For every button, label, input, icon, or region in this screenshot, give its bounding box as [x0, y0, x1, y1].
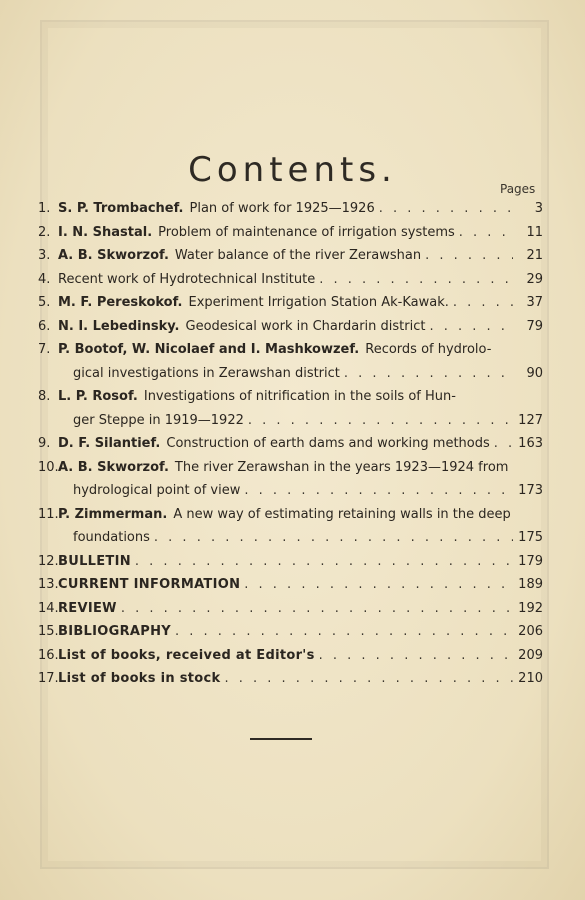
entry-page-number: 79 [526, 318, 543, 334]
entry-page-number: 175 [518, 530, 543, 545]
entry-body [58, 550, 517, 574]
divider-rule [250, 738, 312, 740]
entry-section-title: List of books, received at Editor's [58, 647, 315, 663]
entry-number: 14. [38, 600, 59, 616]
entry-title: Water balance of the river Zerawshan [174, 248, 422, 263]
toc-entry-line [38, 456, 543, 480]
entry-number: 13. [38, 577, 59, 592]
entry-body [58, 620, 517, 644]
leader-dots [459, 221, 513, 245]
toc-entry-continuation [38, 409, 543, 433]
toc-entry [38, 550, 543, 574]
entry-page-number: 11 [526, 224, 543, 240]
entry-page-number: 192 [518, 600, 543, 616]
entry-number: 15. [38, 624, 59, 639]
entry-body [58, 221, 517, 245]
toc-entry-line [38, 385, 543, 409]
toc-entry [38, 221, 543, 245]
entry-title: A new way of estimating retaining walls in the deep [173, 506, 511, 522]
entry-body [58, 503, 543, 527]
entry-author: L. P. Rosof. [58, 389, 138, 404]
toc-entry-continuation [38, 526, 543, 550]
pages-column-header: Pages [500, 182, 536, 196]
entry-number: 10. [38, 459, 59, 475]
leader-dots [154, 526, 513, 550]
entry-page-number: 210 [518, 671, 543, 686]
leader-dots [175, 620, 513, 644]
entry-body [58, 244, 517, 268]
entry-number: 3. [38, 248, 51, 263]
entry-title: Geodesical work in Chardarin district [185, 318, 426, 334]
entry-body [58, 432, 517, 456]
leader-dots [379, 197, 513, 221]
toc-entry-line [38, 573, 543, 597]
entry-title: Experiment Irrigation Station Ak-Kawak. [188, 295, 449, 310]
entry-page-number: 179 [518, 553, 543, 569]
entry-page-number: 37 [526, 295, 543, 310]
entry-body [58, 597, 517, 621]
toc-entry [38, 385, 543, 432]
entry-number: 1. [38, 201, 51, 216]
entry-title-continued: gical investigations in Zerawshan district [73, 365, 340, 381]
entry-number: 17. [38, 671, 59, 686]
entry-page-number: 209 [518, 647, 543, 663]
entry-section-title: BIBLIOGRAPHY [58, 624, 171, 639]
entry-body [58, 456, 543, 480]
entry-page-number: 163 [518, 436, 543, 451]
toc-entry-continuation [38, 362, 543, 386]
entry-body [58, 644, 517, 668]
entry-body [58, 268, 517, 292]
leader-dots [248, 409, 513, 433]
entry-section-title: BULLETIN [58, 553, 131, 569]
entry-page-number: 206 [518, 624, 543, 639]
toc-entry-line [38, 432, 543, 456]
entry-number: 16. [38, 647, 59, 663]
toc-entry [38, 667, 543, 691]
entry-author: I. N. Shastal. [58, 224, 153, 240]
toc-entry-line [38, 291, 543, 315]
toc-entry [38, 597, 543, 621]
toc-entry [38, 244, 543, 268]
entry-number: 2. [38, 224, 51, 240]
leader-dots [224, 667, 513, 691]
entry-body [73, 362, 517, 386]
entry-author: M. F. Pereskokof. [58, 295, 183, 310]
entry-title-continued: hydrological point of view [73, 483, 241, 498]
toc-entry [38, 573, 543, 597]
entry-page-number: 21 [526, 248, 543, 263]
toc-entry-line [38, 503, 543, 527]
entry-title: Plan of work for 1925—1926 [189, 201, 375, 216]
entry-number: 9. [38, 436, 51, 451]
entry-author: P. Bootof, W. Nicolaef and I. Mashkowzef. [58, 342, 360, 357]
leader-dots [244, 573, 513, 597]
toc-entry [38, 503, 543, 550]
toc-entry [38, 338, 543, 385]
entry-author: A. B. Skworzof. [58, 248, 169, 263]
entry-body [58, 197, 517, 221]
entry-page-number: 3 [534, 201, 543, 216]
entry-section-title: List of books in stock [58, 671, 221, 686]
toc-entry [38, 456, 543, 503]
leader-dots [319, 644, 513, 668]
entry-body [58, 385, 543, 409]
toc-entry-continuation [38, 479, 543, 503]
toc-entry [38, 268, 543, 292]
entry-page-number: 173 [518, 483, 543, 498]
toc-entry-line [38, 268, 543, 292]
entry-body [73, 479, 517, 503]
entry-section-title: CURRENT INFORMATION [58, 577, 241, 592]
toc-entry [38, 291, 543, 315]
entry-title: Problem of maintenance of irrigation systems [158, 224, 455, 240]
toc-entry-line [38, 620, 543, 644]
toc-entry [38, 644, 543, 668]
toc-entry-line [38, 197, 543, 221]
leader-dots [425, 244, 513, 268]
leader-dots [429, 315, 513, 339]
entry-page-number: 127 [518, 412, 543, 428]
entry-author: S. P. Trombachef. [58, 201, 184, 216]
toc-entry [38, 432, 543, 456]
entry-body [58, 291, 517, 315]
toc-entry [38, 315, 543, 339]
entry-number: 12. [38, 553, 59, 569]
entry-title: Investigations of nitrification in the soils of Hun- [143, 389, 456, 404]
toc-entry [38, 197, 543, 221]
entry-body [58, 315, 517, 339]
entry-section-title: REVIEW [58, 600, 117, 616]
entry-body [58, 667, 517, 691]
entry-number: 5. [38, 295, 51, 310]
toc-entry-line [38, 244, 543, 268]
entry-author: P. Zimmerman. [58, 506, 168, 522]
entry-body [58, 338, 543, 362]
leader-dots [319, 268, 513, 292]
toc-entry-line [38, 667, 543, 691]
entry-page-number: 90 [526, 365, 543, 381]
leader-dots [135, 550, 513, 574]
page-title: Contents. [188, 150, 397, 190]
entry-body [73, 526, 517, 550]
entry-number: 6. [38, 318, 51, 334]
table-of-contents [38, 197, 543, 691]
entry-title: Recent work of Hydrotechnical Institute [58, 271, 316, 287]
entry-body [58, 573, 517, 597]
entry-author: N. I. Lebedinsky. [58, 318, 180, 334]
entry-title-continued: foundations [73, 530, 150, 545]
toc-entry-line [38, 597, 543, 621]
entry-page-number: 29 [526, 271, 543, 287]
entry-number: 7. [38, 342, 51, 357]
leader-dots [494, 432, 513, 456]
toc-entry-line [38, 221, 543, 245]
entry-number: 11. [38, 506, 59, 522]
entry-author: D. F. Silantief. [58, 436, 161, 451]
leader-dots [244, 479, 513, 503]
entry-page-number: 189 [518, 577, 543, 592]
toc-entry-line [38, 338, 543, 362]
entry-author: A. B. Skworzof. [58, 459, 169, 475]
toc-entry [38, 620, 543, 644]
toc-entry-line [38, 315, 543, 339]
toc-entry-line [38, 644, 543, 668]
entry-title-continued: ger Steppe in 1919—1922 [73, 412, 244, 428]
entry-number: 4. [38, 271, 51, 287]
leader-dots [121, 597, 513, 621]
toc-entry-line [38, 550, 543, 574]
leader-dots [453, 291, 513, 315]
entry-title: Construction of earth dams and working methods [166, 436, 490, 451]
entry-title: The river Zerawshan in the years 1923—1924 from [174, 459, 509, 475]
entry-body [73, 409, 517, 433]
entry-number: 8. [38, 389, 51, 404]
entry-title: Records of hydrolo- [365, 342, 492, 357]
leader-dots [344, 362, 513, 386]
